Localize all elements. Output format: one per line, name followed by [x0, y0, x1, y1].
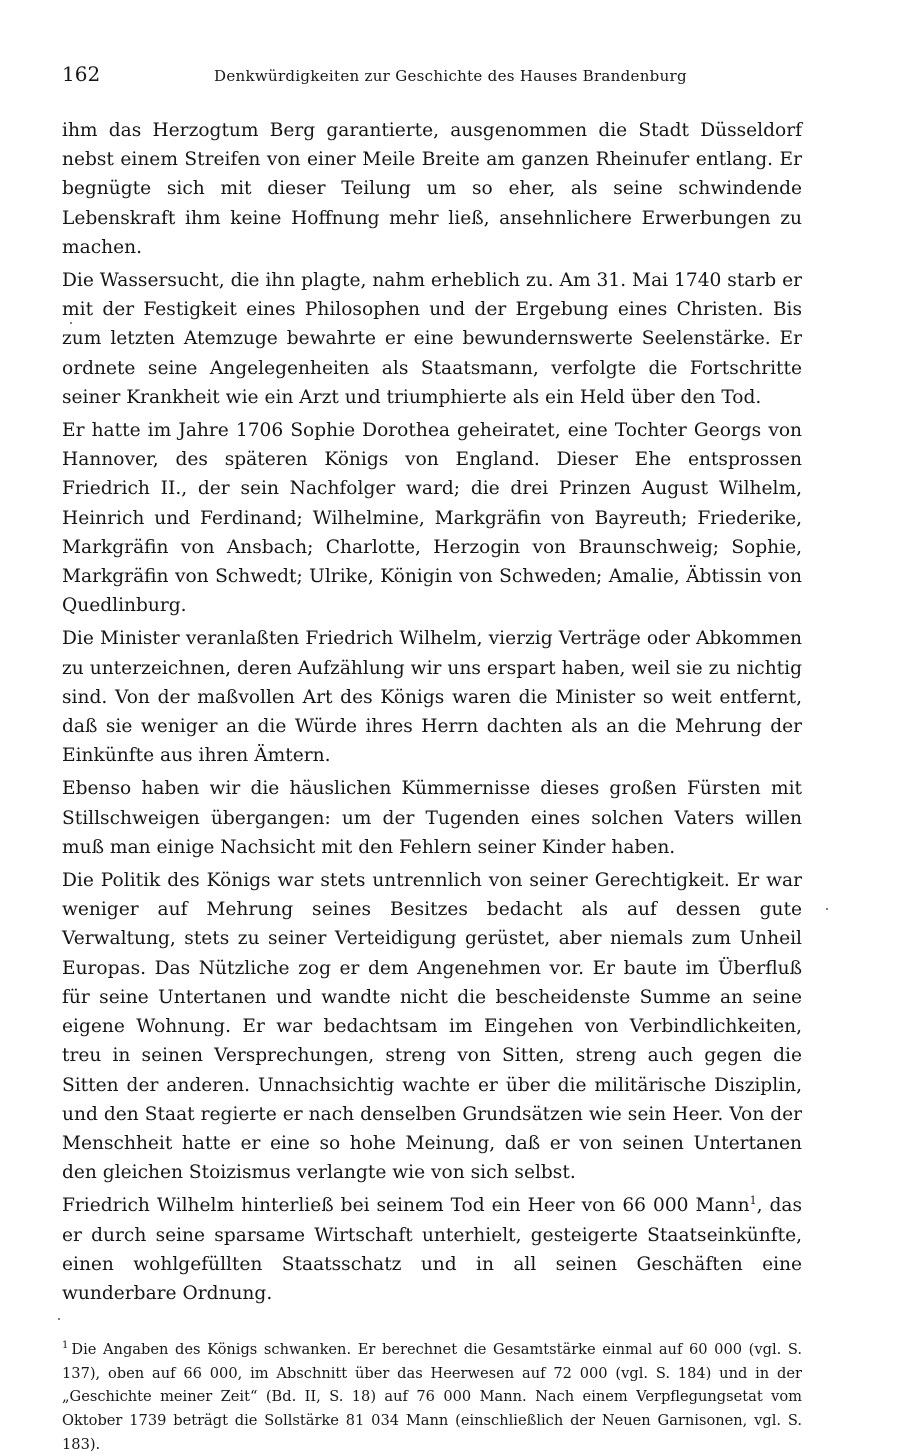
scan-speck: [826, 908, 828, 910]
paragraph-text-after-mark: , das er durch seine sparsame Wirtschaft unterhielt, gesteigerte Staatseinkünfte, einen wohlgefüllten Staatsschatz und in all seinen Geschäften eine wunderbare Ordnung.: [62, 1195, 802, 1304]
footnote-reference-mark[interactable]: 1: [749, 1194, 757, 1208]
paragraph: Ebenso haben wir die häuslichen Kümmernisse dieses großen Fürsten mit Stillschweigen übergangen: um der Tugenden eines solchen Vaters willen muß man einige Nachsicht mit den Fehlern seiner Kinder haben.: [62, 778, 802, 858]
paragraph-last: [62, 1191, 802, 1308]
footnote-text: Die Angaben des Königs schwanken. Er berechnet die Gesamtstärke einmal auf 60 000 (vgl. S. 137), oben auf 66 000, im Abschnitt über das Heerwesen auf 72 000 (vgl. S. 184) und in der „Geschichte meiner Zeit“ (Bd. II, S. 18) auf 76 000 Mann. Nach einem Verpflegungsetat vom Oktober 1739 beträgt die Sollstärke 81 034 Mann (einschließlich der Neuen Garnisonen, vgl. S. 183).: [62, 1341, 802, 1453]
paragraph: Die Wassersucht, die ihn plagte, nahm erheblich zu. Am 31. Mai 1740 starb er mit der Festigkeit eines Philosophen und der Ergebung eines Christen. Bis zum letzten Atemzuge bewahrte er eine bewundernswerte Seelenstärke. Er ordnete seine Angelegenheiten als Staatsmann, verfolgte die Fortschritte seiner Krankheit wie ein Arzt und triumphierte als ein Held über den Tod.: [62, 270, 802, 408]
paragraph: Die Minister veranlaßten Friedrich Wilhelm, vierzig Verträge oder Abkommen zu unterzeichnen, deren Aufzählung wir uns erspart haben, weil sie zu nichtig sind. Von der maßvollen Art des Königs waren die Minister so weit entfernt, daß sie weniger an die Würde ihres Herrn dachten als an die Mehrung der Einkünfte aus ihren Ämtern.: [62, 628, 802, 767]
paragraph: Die Politik des Königs war stets untrennlich von seiner Gerechtigkeit. Er war weniger auf Mehrung seines Besitzes bedacht als auf dessen gute Verwaltung, stets zu seiner Verteidigung gerüstet, aber niemals zum Unheil Europas. Das Nützliche zog er dem Angenehmen vor. Er baute im Überfluß für seine Untertanen und wandte nicht die bescheidenste Summe an seine eigene Wohnung. Er war bedachtsam im Eingehen von Verbindlichkeiten, treu in seinen Versprechungen, streng von Sitten, streng auch gegen die Sitten der anderen. Unnachsichtig wachte er über die militärische Disziplin, und den Staat regierte er nach denselben Grundsätzen wie sein Heer. Von der Menschheit hatte er eine so hohe Meinung, daß er von seinen Untertanen den gleichen Stoizismus verlangte wie von sich selbst.: [62, 870, 802, 1184]
footnote: [62, 1338, 802, 1456]
footnote-number: 1: [62, 1340, 69, 1352]
footnote-section: [62, 1338, 802, 1456]
running-title: Denkwürdigkeiten zur Geschichte des Hauses Brandenburg: [214, 67, 687, 85]
paragraph: Er hatte im Jahre 1706 Sophie Dorothea geheiratet, eine Tochter Georgs von Hannover, des späteren Königs von England. Dieser Ehe entsprossen Friedrich II., der sein Nachfolger ward; die drei Prinzen August Wilhelm, Heinrich und Ferdinand; Wilhelmine, Markgräfin von Bayreuth; Friederike, Markgräfin von Ansbach; Charlotte, Herzogin von Braunschweig; Sophie, Markgräfin von Schwedt; Ulrike, Königin von Schweden; Amalie, Äbtissin von Quedlinburg.: [62, 420, 802, 617]
scan-speck: [58, 1318, 60, 1320]
paragraph-text-before-mark: Friedrich Wilhelm hinterließ bei seinem Tod ein Heer von 66 000 Mann: [62, 1195, 750, 1217]
page-number: 162: [62, 62, 101, 86]
running-head: [62, 62, 802, 98]
body-text: [62, 116, 802, 1308]
scan-speck: [70, 322, 72, 324]
paragraph: ihm das Herzogtum Berg garantierte, ausgenommen die Stadt Düsseldorf nebst einem Streifen von einer Meile Breite am ganzen Rheinufer entlang. Er begnügte sich mit dieser Teilung um so eher, als seine schwindende Lebenskraft ihm keine Hoffnung mehr ließ, ansehnlichere Erwerbungen zu machen.: [62, 120, 802, 258]
